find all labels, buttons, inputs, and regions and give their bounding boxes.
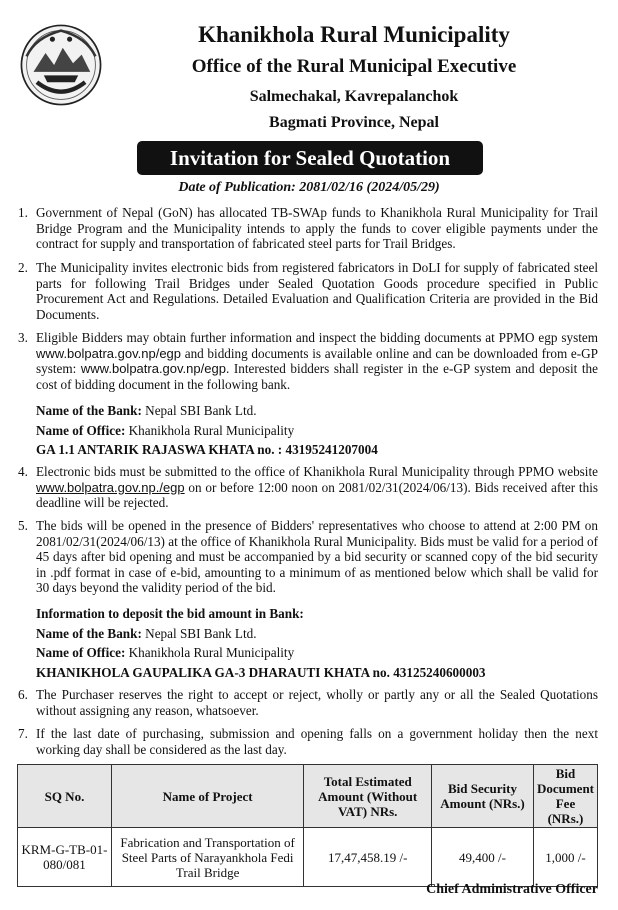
egp-link[interactable]: www.bolpatra.gov.np/egp xyxy=(36,345,182,361)
publication-date: Date of Publication: 2081/02/16 (2024/05/29) xyxy=(178,180,440,195)
column-header: Bid Document Fee (NRs.) xyxy=(533,765,597,828)
office-address: Salmechakal, Kavrepalanchok xyxy=(249,88,459,105)
bank-name-line: Name of the Bank: Nepal SBI Bank Ltd. xyxy=(36,626,257,641)
table-cell: 49,400 /- xyxy=(432,828,534,887)
table-cell: Fabrication and Transportation of Steel Parts of Narayankhola Fedi Trail Bridge xyxy=(111,828,303,887)
item-text: The Purchaser reserves the right to accept or reject, wholly or partly any or all the Sealed Quotations without assigning any reason, whatsoever. xyxy=(36,687,598,718)
table-cell: 17,47,458.19 /- xyxy=(304,828,432,887)
notice-item-7 xyxy=(18,726,598,757)
item-number: 4. xyxy=(18,464,28,479)
notice-item-6 xyxy=(18,687,598,718)
table-row xyxy=(18,828,598,887)
office-name-line: Name of Office: Khanikhola Rural Municipality xyxy=(36,645,295,660)
table-header-row xyxy=(18,765,598,828)
column-header: SQ No. xyxy=(18,765,112,828)
item-text: The Municipality invites electronic bids from registered fabricators in DoLI for supply of fabricated steel parts for following Trail Bridges under Sealed Quotation Goods procedure specified in Public Procurement Act and Regulations. Detailed Evaluation and Qualification Criteria are provided in the Bid Documents. xyxy=(36,260,598,322)
egp-link[interactable]: www.bolpatra.gov.np/egp xyxy=(80,361,226,377)
account-number: GA 1.1 ANTARIK RAJASWA KHATA no. : 43195241207004 xyxy=(36,442,378,457)
item-number: 6. xyxy=(18,687,28,702)
nepal-emblem-icon xyxy=(18,22,104,108)
office-name-line: Name of Office: Khanikhola Rural Municipality xyxy=(36,423,295,438)
office-name: Office of the Rural Municipal Executive xyxy=(191,56,517,77)
notice-item-5 xyxy=(18,518,598,596)
item-text: The bids will be opened in the presence of Bidders' representatives who choose to attend at 2:00 PM on 2081/02/31(2024/06/13) at the office of Khanikhola Rural Municipality. Bids must be valid for a period of 45 days after bid opening and must be accompanied by a bid security or scanned copy of the bid security in .pdf format in case of e-bid, amounting to a minimum of as mentioned below which shall be valid for 30 days beyond the validity period of the bid. xyxy=(36,518,598,596)
item-text: Government of Nepal (GoN) has allocated TB-SWAp funds to Khanikhola Rural Municipality for Trail Bridge Program and the Municipality intends to apply the funds to cover eligible payments under the contract for supply and transportation of fabricated steel parts for Trail Bridges. xyxy=(36,205,598,252)
deposit-info-heading: Information to deposit the bid amount in Bank: xyxy=(36,606,304,621)
table-cell: 1,000 /- xyxy=(533,828,597,887)
deposit-account-number: KHANIKHOLA GAUPALIKA GA-3 DHARAUTI KHATA no. 43125240600003 xyxy=(36,665,486,680)
table-cell: KRM-G-TB-01-080/081 xyxy=(18,828,112,887)
item-number: 5. xyxy=(18,518,28,533)
signatory-title: Chief Administrative Officer xyxy=(426,882,598,897)
item-text: Eligible Bidders may obtain further information and inspect the bidding documents at PPMO egp system www.bolpatra.gov.np/egp and bidding documents is available online and can be downloaded from e-GP system: www.bolpatra.gov.np/egp. Interested bidders shall register in the e-GP system and deposit the cost of bidding document in the following bank. xyxy=(36,330,599,392)
quotation-table xyxy=(17,764,598,887)
column-header: Total Estimated Amount (Without VAT) NRs. xyxy=(304,765,432,828)
province: Bagmati Province, Nepal xyxy=(269,114,439,131)
notice-item-2 xyxy=(18,260,598,322)
bank-name-line: Name of the Bank: Nepal SBI Bank Ltd. xyxy=(36,403,257,418)
notice-item-1 xyxy=(18,205,598,252)
notice-title: Invitation for Sealed Quotation xyxy=(137,141,483,175)
item-text: Electronic bids must be submitted to the office of Khanikhola Rural Municipality through PPMO website www.bolpatra.gov.np./egp on or before 12:00 noon on 2081/02/31(2024/06/13). Bids received after this deadline will be rejected. xyxy=(36,464,598,511)
column-header: Bid Security Amount (NRs.) xyxy=(432,765,534,828)
item-number: 1. xyxy=(18,205,28,220)
egp-link[interactable]: www.bolpatra.gov.np./egp xyxy=(36,479,185,495)
item-text: If the last date of purchasing, submission and opening falls on a government holiday then the next working day shall be considered as the last day. xyxy=(36,726,598,757)
item-number: 7. xyxy=(18,726,28,741)
item-number: 2. xyxy=(18,260,28,275)
notice-item-4 xyxy=(18,464,598,511)
notice-item-3 xyxy=(18,330,598,392)
municipality-name: Khanikhola Rural Municipality xyxy=(198,22,510,47)
column-header: Name of Project xyxy=(111,765,303,828)
item-number: 3. xyxy=(18,330,28,345)
